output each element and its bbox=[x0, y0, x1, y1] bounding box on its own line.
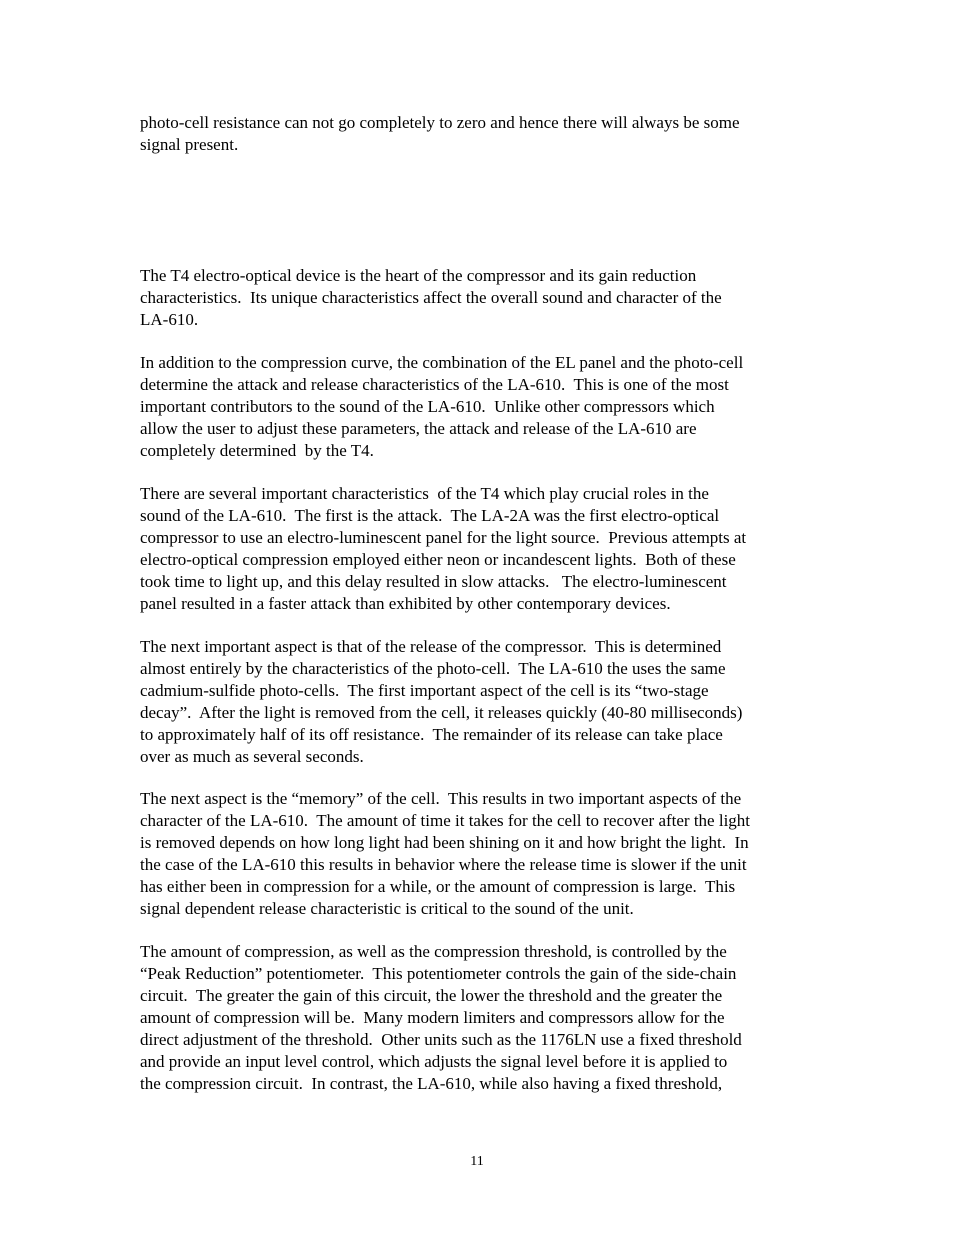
page-number: 11 bbox=[470, 1154, 484, 1169]
paragraph-peak-reduction: The amount of compression, as well as the compression threshold, is controlled by the “Peak Reduction” potentiometer. This potentiometer controls the gain of the side-chain circuit. The greater the gain of this circuit, the lower the threshold and the greater the amount of compression will be. Many modern limiters and compressors allow for the direct adjustment of the threshold. Other units such as the 1176LN use a fixed threshold and provide an input level control, which adjusts the signal level before it is applied to the compression circuit. In contrast, the LA-610, while also having a fixed threshold, bbox=[140, 942, 742, 1093]
paragraph-photo-cell-resistance: photo-cell resistance can not go completely to zero and hence there will always be some signal present. bbox=[140, 113, 740, 154]
paragraph-memory: The next aspect is the “memory” of the cell. This results in two important aspects of the character of the LA-610. The amount of time it takes for the cell to recover after the light is removed depends on how long light had been shining on it and how bright the light. In the case of the LA-610 this results in behavior where the release time is slower if the unit has either been in compression for a while, or the amount of compression is large. This signal dependent release characteristic is critical to the sound of the unit. bbox=[140, 789, 751, 918]
paragraph-t4-device: The T4 electro-optical device is the heart of the compressor and its gain reduction characteristics. Its unique characteristics affect the overall sound and character of the LA-610. bbox=[140, 266, 722, 329]
paragraph-release: The next important aspect is that of the release of the compressor. This is determined almost entirely by the characteristics of the photo-cell. The LA-610 the uses the same cadmium-sulfide photo-cells. The first important aspect of the cell is its “two-stage decay”. After the light is removed from the cell, it releases quickly (40-80 milliseconds) to approximately half of its off resistance. The remainder of its release can take place over as much as several seconds. bbox=[140, 637, 743, 766]
paragraph-t4-characteristics: There are several important characteristics of the T4 which play crucial roles in the sound of the LA-610. The first is the attack. The LA-2A was the first electro-optical compressor to use an electro-luminescent panel for the light source. Previous attempts at electro-optical compression employed either neon or incandescent lights. Both of these took time to light up, and this delay resulted in slow attacks. The electro-luminescent panel resulted in a faster attack than exhibited by other contemporary devices. bbox=[140, 484, 747, 613]
paragraph-attack-release: In addition to the compression curve, the combination of the EL panel and the photo-cell determine the attack and release characteristics of the LA-610. This is one of the most important contributors to the sound of the LA-610. Unlike other compressors which allow the user to adjust these parameters, the attack and release of the LA-610 are completely determined by the T4. bbox=[140, 353, 744, 460]
